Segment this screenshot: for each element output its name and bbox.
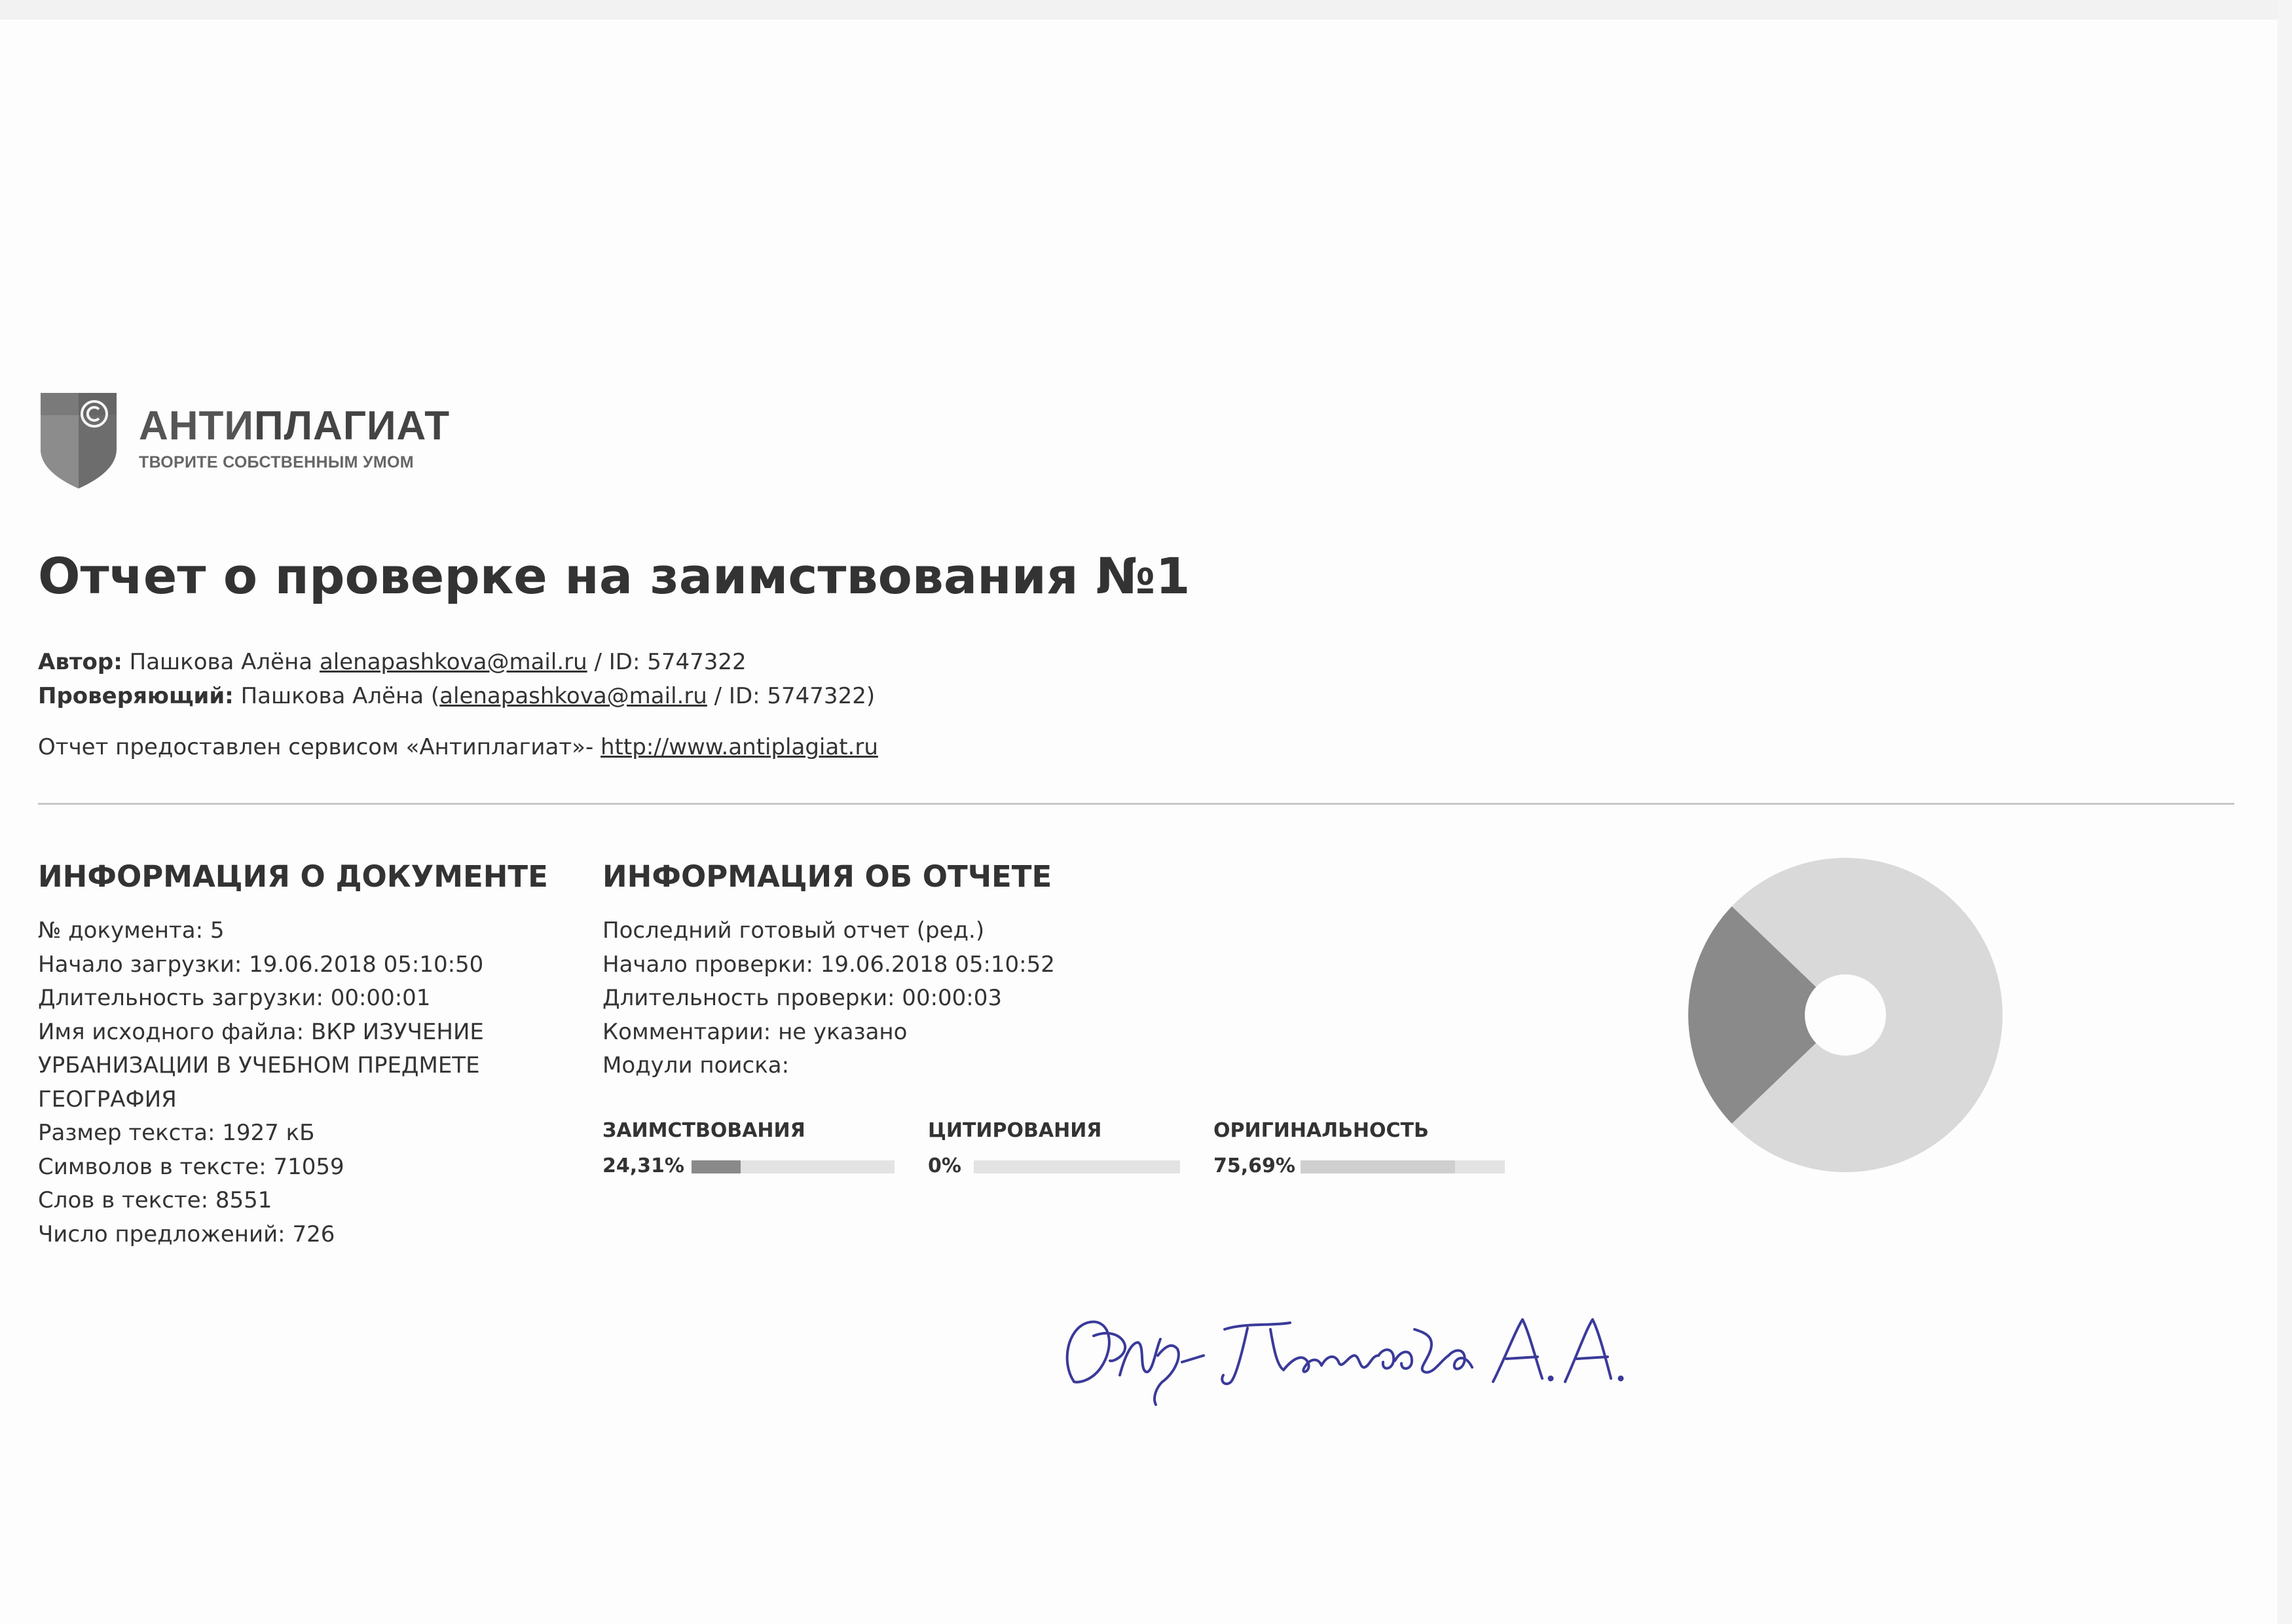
metric-originality (1213, 1119, 1429, 1177)
provided-by: Отчет предоставлен сервисом «Антиплагиат»- (38, 734, 594, 760)
upload-start: Начало загрузки: 19.06.2018 05:10:50 (38, 951, 484, 978)
scan-edge-right (2278, 0, 2292, 1624)
originality-label: ОРИГИНАЛЬНОСТЬ (1213, 1119, 1429, 1142)
checker-email-link[interactable]: alenapashkova@mail.ru (439, 683, 707, 709)
shield-copyright-icon (38, 389, 119, 491)
comments: Комментарии: не указано (602, 1018, 908, 1045)
originality-bar (1301, 1160, 1505, 1173)
doc-number: № документа: 5 (38, 917, 225, 944)
checker-line (38, 685, 875, 707)
citations-label: ЦИТИРОВАНИЯ (928, 1119, 1102, 1142)
search-modules: Модули поиска: (602, 1052, 790, 1079)
text-size: Размер текста: 1927 кБ (38, 1120, 315, 1146)
originality-donut-chart (1682, 851, 2009, 1179)
upload-duration: Длительность загрузки: 00:00:01 (38, 985, 431, 1011)
word-count: Слов в тексте: 8551 (38, 1187, 272, 1213)
sentence-count: Число предложений: 726 (38, 1221, 335, 1247)
citations-value: 0% (928, 1154, 961, 1177)
checker-name: Пашкова Алёна ( (240, 683, 440, 709)
borrowing-value: 24,31% (602, 1154, 684, 1177)
brand-logo (38, 389, 496, 494)
author-id: / ID: 5747322 (594, 649, 747, 675)
donut-hole (1805, 974, 1886, 1056)
originality-bar-fill (1301, 1160, 1455, 1173)
brand-name (139, 403, 451, 449)
source-file: Имя исходного файла: ВКР ИЗУЧЕНИЕ УРБАНИЗАЦИИ В УЧЕБНОМ ПРЕДМЕТЕ ГЕОГРАФИЯ (38, 1018, 484, 1113)
brand-tagline: ТВОРИТЕ СОБСТВЕННЫМ УМОМ (139, 453, 414, 471)
document-info-heading: ИНФОРМАЦИЯ О ДОКУМЕНТЕ (38, 859, 548, 894)
provided-line (38, 736, 878, 758)
scan-edge (0, 0, 2292, 20)
report-info-heading: ИНФОРМАЦИЯ ОБ ОТЧЕТЕ (602, 859, 1052, 894)
section-divider (38, 803, 2234, 805)
handwritten-signature (1048, 1283, 1637, 1414)
char-count: Символов в тексте: 71059 (38, 1153, 344, 1180)
borrowing-label: ЗАИМСТВОВАНИЯ (602, 1119, 805, 1142)
antiplagiat-link[interactable]: http://www.antiplagiat.ru (601, 734, 878, 760)
author-email-link[interactable]: alenapashkova@mail.ru (319, 649, 587, 675)
check-start: Начало проверки: 19.06.2018 05:10:52 (602, 951, 1055, 978)
report-title: Отчет о проверке на заимствования №1 (38, 547, 1191, 605)
author-name: Пашкова Алёна (129, 649, 313, 675)
last-report: Последний готовый отчет (ред.) (602, 917, 985, 944)
check-duration: Длительность проверки: 00:00:03 (602, 985, 1003, 1011)
borrowing-bar (692, 1160, 895, 1173)
citations-bar (974, 1160, 1180, 1173)
borrowing-bar-fill (692, 1160, 741, 1173)
checker-id: / ID: 5747322) (714, 683, 876, 709)
originality-value: 75,69% (1213, 1154, 1295, 1177)
metric-borrowing (602, 1119, 805, 1177)
checker-label: Проверяющий: (38, 683, 234, 709)
author-label: Автор: (38, 649, 122, 675)
brand-name-part1: АНТИ (139, 403, 254, 449)
report-info-list (602, 914, 1192, 1083)
brand-name-part2: ПЛАГИАТ (253, 403, 451, 449)
metric-citations (928, 1119, 1102, 1177)
document-info-list (38, 914, 549, 1251)
author-line (38, 651, 747, 673)
